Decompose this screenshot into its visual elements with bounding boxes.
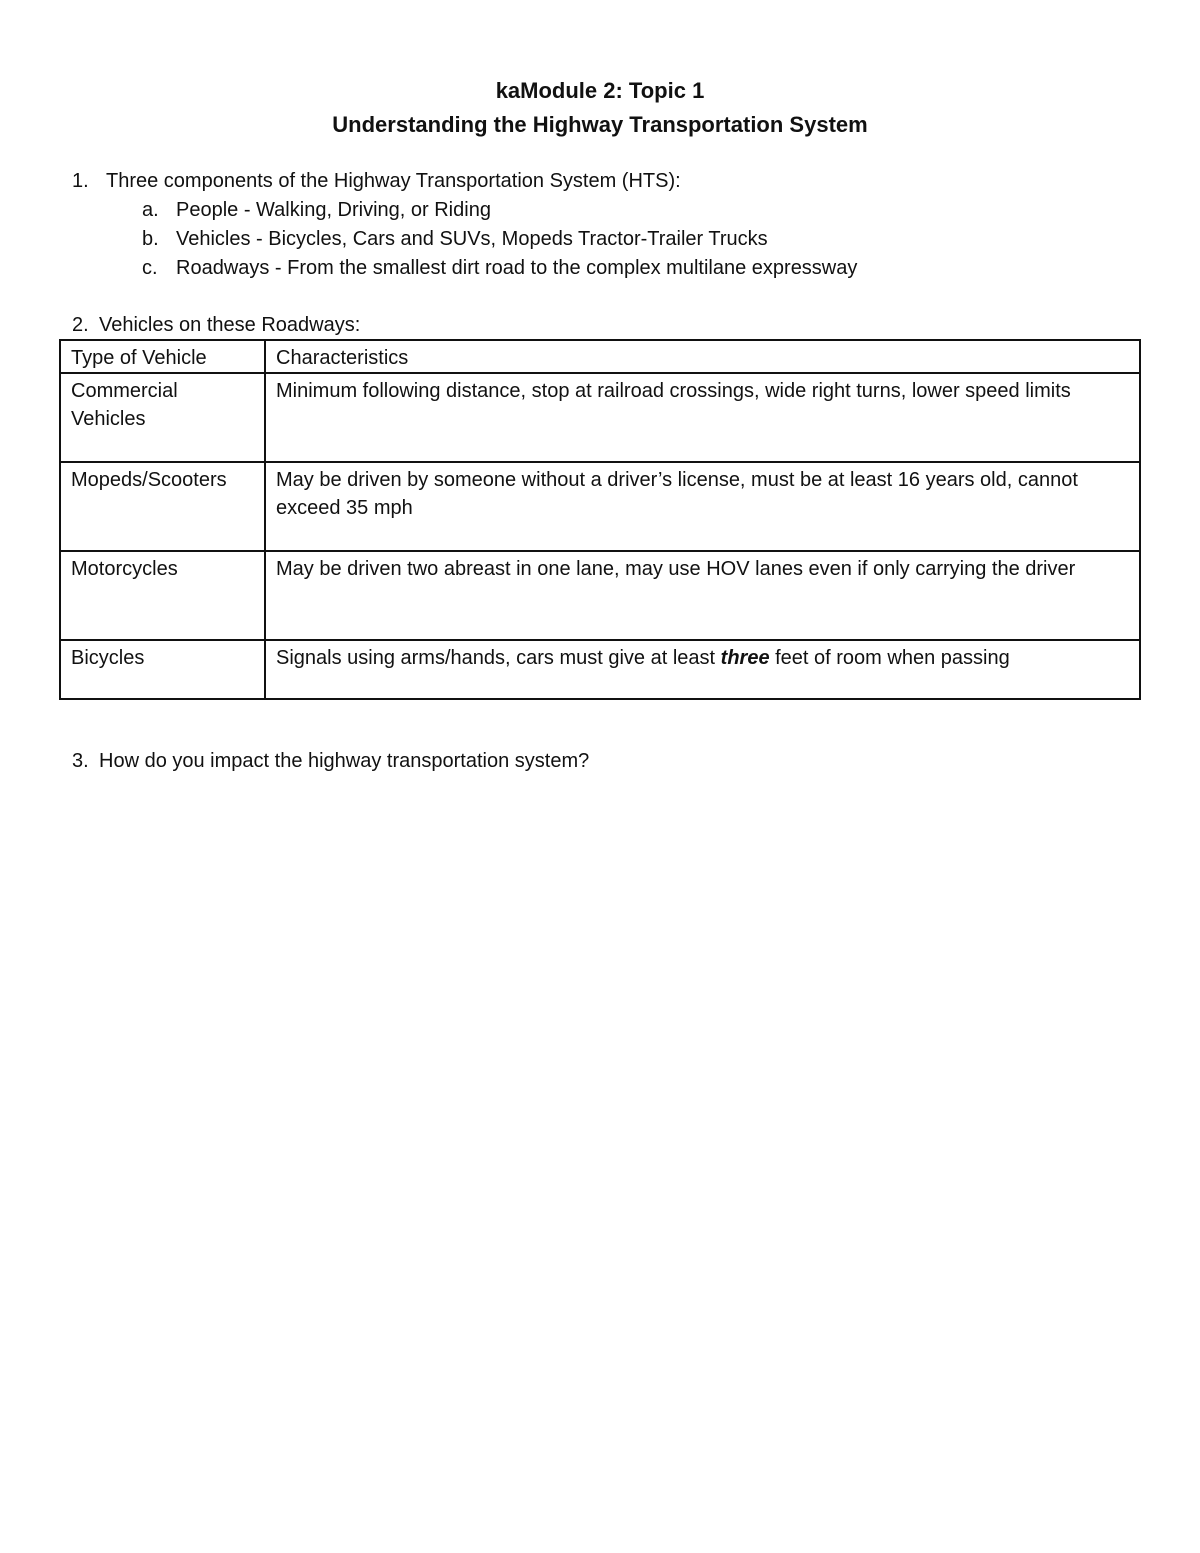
- page-title: kaModule 2: Topic 1: [495, 78, 705, 103]
- characteristics-text: feet of room when passing: [769, 647, 1010, 669]
- list-item-text: People - Walking, Driving, or Riding: [176, 199, 491, 221]
- list-item: [142, 228, 768, 251]
- list-item: [142, 257, 857, 280]
- section-2: [72, 314, 360, 337]
- characteristics-cell: Minimum following distance, stop at railroad crossings, wide right turns, lower speed limits: [265, 373, 1140, 462]
- vehicle-type-cell: Motorcycles: [60, 551, 265, 640]
- vehicle-type-cell: Bicycles: [60, 640, 265, 699]
- emphasis-text: three: [720, 647, 770, 669]
- section-1-number: 1.: [72, 170, 89, 192]
- table-header-cell: Type of Vehicle: [60, 340, 265, 373]
- section-3-number: 3.: [72, 750, 89, 772]
- section-1-text: Three components of the Highway Transportation System (HTS):: [106, 170, 681, 192]
- characteristics-text: Signals using arms/hands, cars must give at least: [276, 647, 721, 669]
- list-item-letter: c.: [142, 257, 158, 279]
- table-row: [60, 373, 1140, 462]
- characteristics-cell: [265, 640, 1140, 699]
- table-row: [60, 551, 1140, 640]
- section-3-text: How do you impact the highway transportation system?: [99, 750, 590, 772]
- characteristics-cell: May be driven by someone without a driver’s license, must be at least 16 years old, cannot exceed 35 mph: [265, 462, 1140, 551]
- characteristics-cell: May be driven two abreast in one lane, may use HOV lanes even if only carrying the driver: [265, 551, 1140, 640]
- list-item-letter: b.: [142, 228, 159, 250]
- page-subtitle: Understanding the Highway Transportation System: [332, 112, 868, 137]
- table-row: [60, 640, 1140, 699]
- list-item-letter: a.: [142, 199, 159, 221]
- table-row: [60, 462, 1140, 551]
- vehicle-type-cell: Commercial Vehicles: [60, 373, 265, 462]
- section-2-text: Vehicles on these Roadways:: [99, 314, 361, 336]
- table-header-row: [60, 340, 1140, 373]
- list-item: [142, 199, 491, 222]
- list-item-text: Roadways - From the smallest dirt road to the complex multilane expressway: [176, 257, 858, 279]
- vehicle-type-cell: Mopeds/Scooters: [60, 462, 265, 551]
- section-1: [72, 170, 681, 193]
- table-header-cell: Characteristics: [265, 340, 1140, 373]
- section-3: [72, 750, 589, 773]
- list-item-text: Vehicles - Bicycles, Cars and SUVs, Mopeds Tractor-Trailer Trucks: [176, 228, 768, 250]
- vehicles-table: [59, 339, 1141, 700]
- section-2-number: 2.: [72, 314, 89, 336]
